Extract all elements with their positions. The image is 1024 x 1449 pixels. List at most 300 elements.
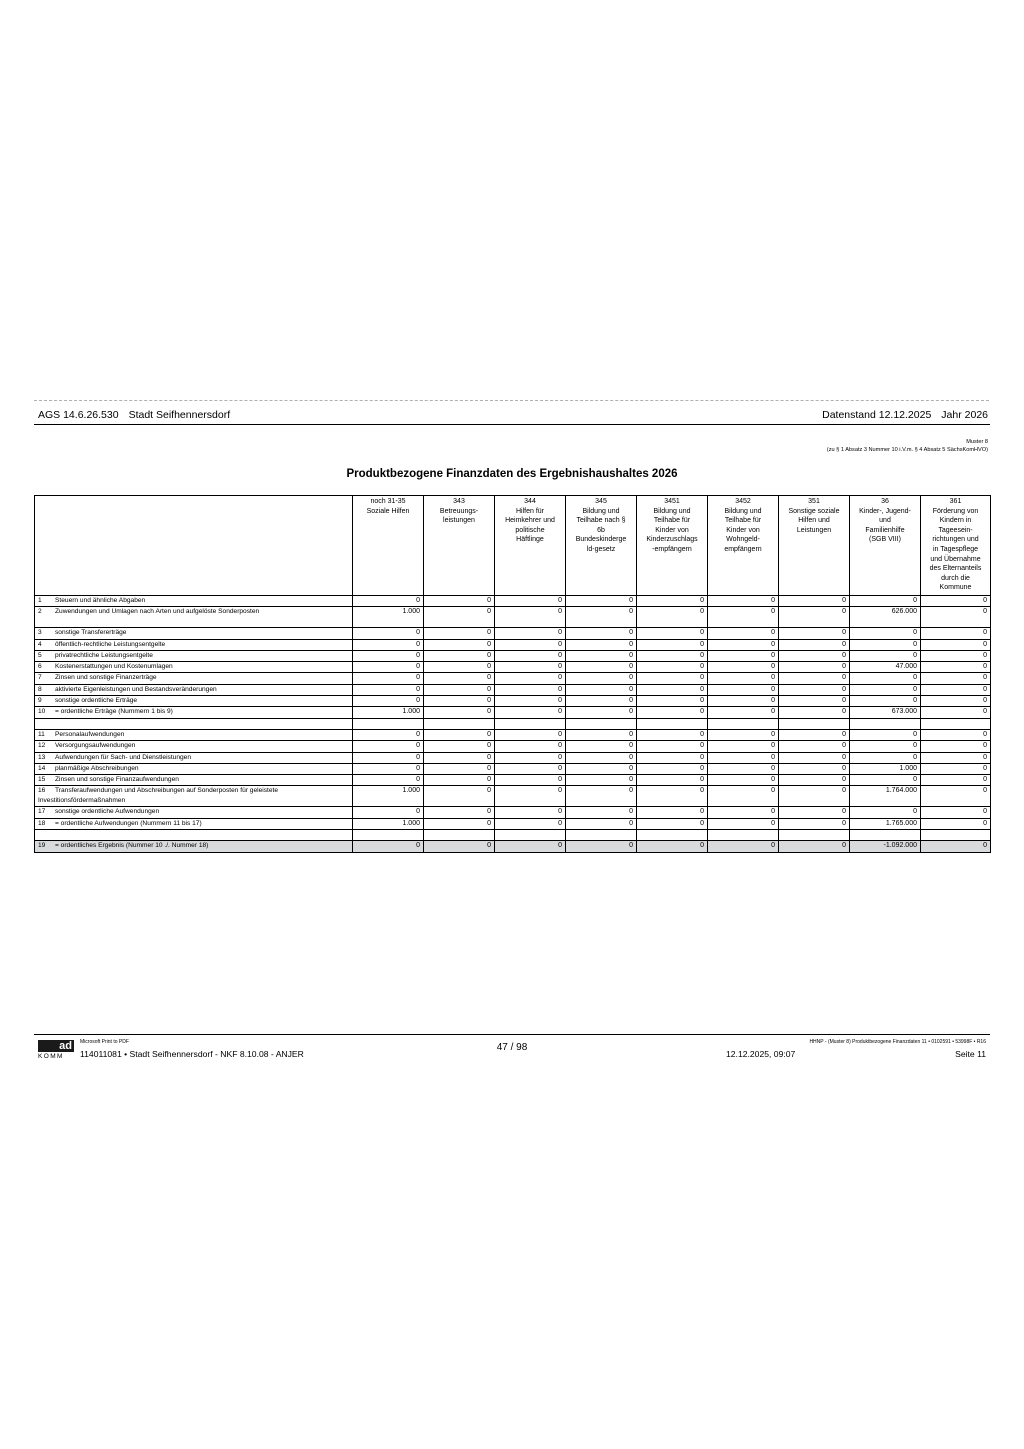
row-text: Transferaufwendungen und Abschreibungen auf Sonderposten für geleistete Investitionsfördermaßnahmen <box>38 787 279 805</box>
value-cell: 0 <box>424 650 495 661</box>
value-cell: 0 <box>921 818 991 829</box>
document-id: 114011081 • Stadt Seifhennersdorf - NKF 8.10.08 - ANJER <box>80 1049 304 1059</box>
value-cell: 0 <box>353 684 424 695</box>
row-number: 4 <box>38 640 42 648</box>
value-cell: 0 <box>566 639 637 650</box>
value-cell: 0 <box>424 807 495 818</box>
value-cell: 0 <box>566 607 637 628</box>
empty-cell <box>850 830 921 841</box>
empty-cell <box>779 718 850 729</box>
value-cell: 0 <box>424 741 495 752</box>
row-label <box>35 607 353 628</box>
value-cell: 0 <box>566 841 637 852</box>
value-cell: 0 <box>779 650 850 661</box>
value-cell: 0 <box>495 752 566 763</box>
value-cell: 0 <box>708 639 779 650</box>
page-counter: 47 / 98 <box>496 1042 528 1053</box>
value-cell: 0 <box>566 729 637 740</box>
label-column-header <box>35 496 353 596</box>
empty-cell <box>353 718 424 729</box>
header-rule <box>34 424 990 425</box>
value-cell: 0 <box>850 650 921 661</box>
value-cell: 1.000 <box>353 707 424 718</box>
empty-cell <box>424 718 495 729</box>
top-dashed-rule <box>34 400 989 401</box>
table-row <box>35 673 991 684</box>
value-cell: 0 <box>424 752 495 763</box>
value-cell: 0 <box>921 807 991 818</box>
value-cell: 0 <box>708 696 779 707</box>
value-cell: 1.000 <box>353 786 424 807</box>
row-number: 3 <box>38 629 42 637</box>
value-cell: 0 <box>424 673 495 684</box>
value-cell: 0 <box>779 696 850 707</box>
table-row <box>35 696 991 707</box>
value-cell: 0 <box>353 628 424 639</box>
value-cell: 0 <box>353 729 424 740</box>
value-cell: 0 <box>566 763 637 774</box>
value-cell: 0 <box>708 628 779 639</box>
logo-wordmark: KOMM <box>38 1053 64 1060</box>
value-cell: 0 <box>779 741 850 752</box>
value-cell: 0 <box>424 763 495 774</box>
value-cell: 0 <box>495 673 566 684</box>
value-cell: 0 <box>850 729 921 740</box>
value-cell: 0 <box>921 596 991 607</box>
row-text: = ordentliches Ergebnis (Nummer 10 ./. Nummer 18) <box>55 842 209 850</box>
row-number: 8 <box>38 685 42 693</box>
value-cell: 0 <box>566 628 637 639</box>
city-name: Stadt Seifhennersdorf <box>128 409 231 421</box>
value-cell: 0 <box>566 662 637 673</box>
value-cell: 0 <box>353 662 424 673</box>
value-cell: 0 <box>566 786 637 807</box>
value-cell: 0 <box>637 707 708 718</box>
value-cell: 0 <box>495 818 566 829</box>
value-cell: 0 <box>779 596 850 607</box>
table-row <box>35 662 991 673</box>
value-cell: 0 <box>850 775 921 786</box>
row-label <box>35 763 353 774</box>
value-cell: 0 <box>424 684 495 695</box>
value-cell: 0 <box>353 775 424 786</box>
value-cell: 0 <box>779 841 850 852</box>
footer-rule <box>34 1034 990 1035</box>
row-text: sonstige ordentliche Aufwendungen <box>55 808 160 816</box>
value-cell: 0 <box>637 607 708 628</box>
value-cell: 0 <box>921 707 991 718</box>
value-cell: 0 <box>424 818 495 829</box>
row-text: Versorgungsaufwendungen <box>55 742 136 750</box>
empty-cell <box>637 718 708 729</box>
value-cell: 0 <box>424 707 495 718</box>
row-number: 5 <box>38 651 42 659</box>
table-row <box>35 729 991 740</box>
value-cell: 0 <box>779 786 850 807</box>
value-cell: 0 <box>495 707 566 718</box>
row-number: 17 <box>38 808 46 816</box>
value-cell: 0 <box>850 639 921 650</box>
row-label <box>35 696 353 707</box>
value-cell: 0 <box>353 650 424 661</box>
column-header: 344 Hilfen für Heimkehrer und politische Häftlinge <box>495 496 566 596</box>
value-cell: 0 <box>495 763 566 774</box>
value-cell: 0 <box>850 741 921 752</box>
row-number: 10 <box>38 708 46 716</box>
value-cell: 0 <box>495 662 566 673</box>
value-cell: 0 <box>921 673 991 684</box>
row-label <box>35 807 353 818</box>
value-cell: 0 <box>566 752 637 763</box>
row-text: Aufwendungen für Sach- und Dienstleistungen <box>55 753 191 761</box>
value-cell: 0 <box>921 841 991 852</box>
value-cell: 0 <box>850 684 921 695</box>
row-text: = ordentliche Erträge (Nummern 1 bis 9) <box>55 708 173 716</box>
table-row <box>35 650 991 661</box>
value-cell: 0 <box>353 639 424 650</box>
column-header: 36 Kinder-, Jugend- und Familienhilfe (SGB VIII) <box>850 496 921 596</box>
table-row <box>35 707 991 718</box>
value-cell: 0 <box>495 684 566 695</box>
empty-cell <box>353 830 424 841</box>
value-cell: 0 <box>921 763 991 774</box>
value-cell: 626.000 <box>850 607 921 628</box>
row-label <box>35 707 353 718</box>
value-cell: 0 <box>708 684 779 695</box>
value-cell: 0 <box>353 752 424 763</box>
row-label <box>35 684 353 695</box>
value-cell: 0 <box>708 807 779 818</box>
value-cell: 0 <box>424 841 495 852</box>
empty-cell <box>708 830 779 841</box>
value-cell: 0 <box>921 786 991 807</box>
table-row <box>35 741 991 752</box>
empty-cell <box>424 830 495 841</box>
value-cell: 0 <box>921 684 991 695</box>
value-cell: 0 <box>495 696 566 707</box>
row-number: 19 <box>38 842 46 850</box>
value-cell: 0 <box>779 607 850 628</box>
value-cell: 0 <box>708 752 779 763</box>
value-cell: 0 <box>708 662 779 673</box>
value-cell: 0 <box>850 752 921 763</box>
value-cell: 0 <box>921 741 991 752</box>
value-cell: 0 <box>353 596 424 607</box>
value-cell: 0 <box>708 707 779 718</box>
value-cell: 0 <box>566 650 637 661</box>
value-cell: 0 <box>495 807 566 818</box>
logo-mark: ad <box>38 1040 74 1052</box>
value-cell: 0 <box>353 741 424 752</box>
empty-cell <box>35 718 353 729</box>
value-cell: 0 <box>779 818 850 829</box>
table-row <box>35 841 991 852</box>
row-number: 11 <box>38 730 45 738</box>
row-text: Steuern und ähnliche Abgaben <box>55 597 146 604</box>
value-cell: 0 <box>708 729 779 740</box>
value-cell: 0 <box>495 628 566 639</box>
row-text: Zinsen und sonstige Finanzerträge <box>55 674 157 682</box>
value-cell: 0 <box>921 696 991 707</box>
value-cell: 0 <box>424 596 495 607</box>
table-row <box>35 752 991 763</box>
empty-cell <box>35 830 353 841</box>
value-cell: 0 <box>495 596 566 607</box>
value-cell: 0 <box>637 841 708 852</box>
page-header <box>38 409 988 423</box>
value-cell: 0 <box>708 786 779 807</box>
row-text: sonstige ordentliche Erträge <box>55 697 138 705</box>
value-cell: 1.000 <box>850 763 921 774</box>
row-text: privatrechtliche Leistungsentgelte <box>55 651 153 659</box>
row-label <box>35 752 353 763</box>
row-text: sonstige Transfererträge <box>55 629 127 637</box>
row-label <box>35 729 353 740</box>
value-cell: 0 <box>708 741 779 752</box>
value-cell: 0 <box>779 752 850 763</box>
value-cell: 0 <box>637 818 708 829</box>
row-number: 14 <box>38 764 46 772</box>
row-number: 18 <box>38 819 46 827</box>
value-cell: 0 <box>495 607 566 628</box>
empty-cell <box>566 830 637 841</box>
value-cell: 0 <box>495 729 566 740</box>
page-number: Seite 11 <box>955 1049 986 1059</box>
value-cell: 0 <box>637 775 708 786</box>
value-cell: 0 <box>637 729 708 740</box>
value-cell: 0 <box>424 662 495 673</box>
value-cell: 0 <box>921 662 991 673</box>
table-header-row <box>35 496 991 596</box>
row-text: Kostenerstattungen und Kostenumlagen <box>55 663 173 671</box>
value-cell: 0 <box>921 639 991 650</box>
column-header: 3451 Bildung und Teilhabe für Kinder von Kinderzuschlags -empfängern <box>637 496 708 596</box>
value-cell: 0 <box>708 673 779 684</box>
value-cell: 0 <box>566 707 637 718</box>
value-cell: 0 <box>353 763 424 774</box>
value-cell: 0 <box>637 628 708 639</box>
value-cell: 0 <box>566 818 637 829</box>
value-cell: 0 <box>566 684 637 695</box>
value-cell: 0 <box>424 607 495 628</box>
row-number: 7 <box>38 674 42 682</box>
value-cell: 0 <box>495 650 566 661</box>
table-row <box>35 786 991 807</box>
value-cell: 0 <box>850 696 921 707</box>
value-cell: 0 <box>779 662 850 673</box>
row-label <box>35 841 353 852</box>
row-text: öffentlich-rechtliche Leistungsentgelte <box>55 640 166 648</box>
value-cell: 0 <box>708 763 779 774</box>
value-cell: 0 <box>921 775 991 786</box>
column-header: 345 Bildung und Teilhabe nach § 6b Bundeskinderge ld-gesetz <box>566 496 637 596</box>
row-text: aktivierte Eigenleistungen und Bestandsveränderungen <box>55 685 217 693</box>
row-label <box>35 650 353 661</box>
page-title: Produktbezogene Finanzdaten des Ergebnishaushaltes 2026 <box>346 468 678 480</box>
row-text: Zuwendungen und Umlagen nach Arten und aufgelöste Sonderposten <box>55 608 260 616</box>
value-cell: 0 <box>495 775 566 786</box>
row-label <box>35 786 353 807</box>
row-number: 6 <box>38 663 42 671</box>
value-cell: 0 <box>779 639 850 650</box>
row-text: = ordentliche Aufwendungen (Nummern 11 bis 17) <box>55 819 202 827</box>
value-cell: 0 <box>495 639 566 650</box>
value-cell: 0 <box>495 786 566 807</box>
value-cell: 0 <box>566 673 637 684</box>
table-row <box>35 684 991 695</box>
empty-cell <box>637 830 708 841</box>
empty-cell <box>708 718 779 729</box>
row-label <box>35 673 353 684</box>
value-cell: 0 <box>708 818 779 829</box>
value-cell: 0 <box>424 696 495 707</box>
value-cell: 0 <box>708 596 779 607</box>
empty-cell <box>495 718 566 729</box>
value-cell: 0 <box>566 596 637 607</box>
finance-table <box>34 495 991 853</box>
value-cell: 0 <box>637 650 708 661</box>
value-cell: 0 <box>921 628 991 639</box>
row-text: Zinsen und sonstige Finanzaufwendungen <box>55 776 179 784</box>
value-cell: 0 <box>779 673 850 684</box>
value-cell: 0 <box>779 775 850 786</box>
muster-reference <box>827 438 988 454</box>
value-cell: 0 <box>637 807 708 818</box>
empty-cell <box>921 718 991 729</box>
column-header: noch 31-35 Soziale Hilfen <box>353 496 424 596</box>
value-cell: 0 <box>637 673 708 684</box>
value-cell: 0 <box>637 741 708 752</box>
value-cell: 0 <box>424 639 495 650</box>
value-cell: 0 <box>850 628 921 639</box>
value-cell: 0 <box>921 729 991 740</box>
column-header: 361 Förderung von Kindern in Tageesein- richtungen und in Tagespflege und Übernahme des Elternanteils durch die Kommune <box>921 496 991 596</box>
value-cell: 0 <box>779 729 850 740</box>
value-cell: 0 <box>424 786 495 807</box>
value-cell: 1.764.000 <box>850 786 921 807</box>
value-cell: 673.000 <box>850 707 921 718</box>
column-header: 343 Betreuungs- leistungen <box>424 496 495 596</box>
row-label <box>35 596 353 607</box>
printer-name: Microsoft Print to PDF <box>80 1039 129 1045</box>
value-cell: 0 <box>566 741 637 752</box>
column-header: 351 Sonstige soziale Hilfen und Leistungen <box>779 496 850 596</box>
value-cell: 1.765.000 <box>850 818 921 829</box>
row-number: 15 <box>38 776 46 784</box>
empty-cell <box>921 830 991 841</box>
value-cell: 0 <box>921 650 991 661</box>
value-cell: 0 <box>637 763 708 774</box>
row-number: 16 <box>38 787 46 795</box>
value-cell: 1.000 <box>353 607 424 628</box>
row-label <box>35 628 353 639</box>
value-cell: 47.000 <box>850 662 921 673</box>
value-cell: 0 <box>495 741 566 752</box>
value-cell: 0 <box>637 639 708 650</box>
value-cell: -1.092.000 <box>850 841 921 852</box>
jahr: Jahr 2026 <box>941 409 988 421</box>
spacer-row <box>35 718 991 729</box>
table-row <box>35 607 991 628</box>
value-cell: 0 <box>708 607 779 628</box>
value-cell: 0 <box>850 673 921 684</box>
value-cell: 0 <box>353 841 424 852</box>
value-cell: 0 <box>424 775 495 786</box>
muster-legal-basis: (zu § 1 Absatz 3 Nummer 10 i.V.m. § 4 Absatz 5 SächsKomHVO) <box>826 447 988 453</box>
row-label <box>35 775 353 786</box>
value-cell: 0 <box>779 763 850 774</box>
table-row <box>35 818 991 829</box>
value-cell: 0 <box>921 752 991 763</box>
datenstand: Datenstand 12.12.2025 <box>822 409 932 421</box>
empty-cell <box>850 718 921 729</box>
value-cell: 0 <box>424 628 495 639</box>
value-cell: 0 <box>353 673 424 684</box>
row-number: 12 <box>38 742 46 750</box>
value-cell: 0 <box>424 729 495 740</box>
value-cell: 0 <box>708 650 779 661</box>
value-cell: 0 <box>495 841 566 852</box>
value-cell: 0 <box>637 696 708 707</box>
report-code: HHNP - (Muster 8) Produktbezogene Finanzdaten 11 • 0102591 • 53998F • R16 <box>809 1039 986 1045</box>
value-cell: 0 <box>566 696 637 707</box>
value-cell: 0 <box>850 807 921 818</box>
empty-cell <box>566 718 637 729</box>
value-cell: 0 <box>566 807 637 818</box>
row-number: 2 <box>38 608 42 616</box>
value-cell: 0 <box>779 684 850 695</box>
value-cell: 0 <box>353 807 424 818</box>
ags-code: AGS 14.6.26.530 <box>38 409 119 421</box>
row-label <box>35 639 353 650</box>
row-label <box>35 741 353 752</box>
spacer-row <box>35 830 991 841</box>
value-cell: 0 <box>566 775 637 786</box>
empty-cell <box>495 830 566 841</box>
row-number: 1 <box>38 597 42 604</box>
value-cell: 0 <box>353 696 424 707</box>
row-label <box>35 662 353 673</box>
value-cell: 0 <box>708 841 779 852</box>
value-cell: 0 <box>637 684 708 695</box>
row-number: 9 <box>38 697 42 705</box>
value-cell: 0 <box>779 628 850 639</box>
value-cell: 1.000 <box>353 818 424 829</box>
value-cell: 0 <box>708 775 779 786</box>
table-row <box>35 763 991 774</box>
value-cell: 0 <box>779 707 850 718</box>
table-row <box>35 628 991 639</box>
print-date: 12.12.2025, 09:07 <box>726 1049 796 1059</box>
table-row <box>35 639 991 650</box>
empty-cell <box>779 830 850 841</box>
muster-number: Muster 8 <box>966 439 988 445</box>
row-text: Personalaufwendungen <box>55 730 125 738</box>
row-label <box>35 818 353 829</box>
value-cell: 0 <box>921 607 991 628</box>
value-cell: 0 <box>637 662 708 673</box>
value-cell: 0 <box>779 807 850 818</box>
column-header: 3452 Bildung und Teilhabe für Kinder von Wohngeld- empfängern <box>708 496 779 596</box>
value-cell: 0 <box>637 752 708 763</box>
table-row <box>35 807 991 818</box>
value-cell: 0 <box>637 596 708 607</box>
value-cell: 0 <box>637 786 708 807</box>
value-cell: 0 <box>850 596 921 607</box>
row-number: 13 <box>38 753 46 761</box>
table-row <box>35 775 991 786</box>
table-row <box>35 596 991 607</box>
